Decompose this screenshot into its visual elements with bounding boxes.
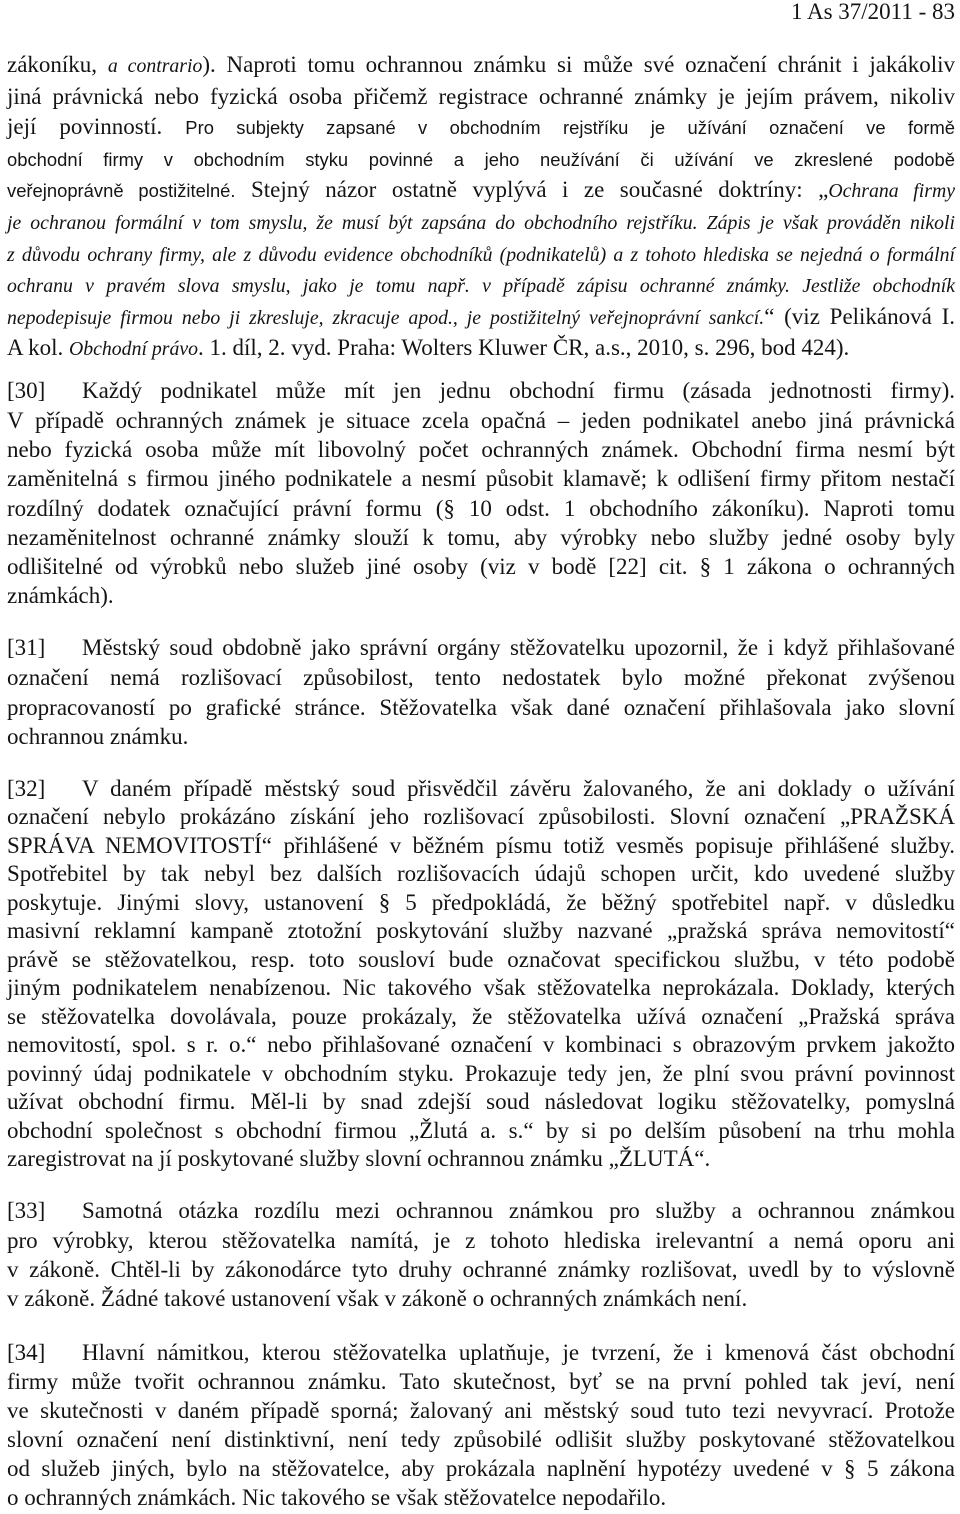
text-line bbox=[7, 494, 955, 523]
text-line bbox=[7, 775, 955, 804]
text-line bbox=[7, 333, 955, 365]
text-line bbox=[7, 889, 955, 918]
text-line bbox=[7, 112, 955, 144]
text-segment: Spotřebitel by tak nebyl bez dalších rozlišovacích údajů schopen určit, kdo uvedené služby bbox=[7, 861, 955, 887]
text-segment: se stěžovatelka dovolávala, pouze prokázaly, že stěžovatelka užívá označení „Pražská správa bbox=[7, 1003, 955, 1029]
text-line bbox=[7, 1396, 955, 1425]
paragraph-continuation bbox=[7, 50, 955, 365]
text-segment: propracovaností po grafické stránce. Stěžovatelka však dané označení přihlašovala jako slovní bbox=[7, 694, 955, 720]
text-segment: V daném případě městský soud přisvědčil závěru žalovaného, že ani doklady o užívání bbox=[82, 775, 955, 801]
text-segment: nezaměnitelnost ochranné známky slouží k tomu, aby výrobky nebo služby jedné osoby byly bbox=[7, 524, 955, 550]
text-line bbox=[7, 581, 955, 610]
text-line bbox=[7, 1425, 955, 1454]
text-line bbox=[7, 946, 955, 975]
italic-text: z důvodu ochrany firmy, ale z důvodu evidence obchodníků (podnikatelů) a z tohoto hlediska se nejedná o formální bbox=[7, 243, 955, 266]
italic-text: Obchodní právo bbox=[68, 338, 198, 361]
text-line bbox=[7, 435, 955, 464]
text-line bbox=[7, 239, 955, 271]
text-segment: známkách). bbox=[7, 583, 114, 609]
text-segment: . 1. díl, 2. vyd. Praha: Wolters Kluwer ČR, a.s., 2010, s. 296, bod 424). bbox=[198, 335, 850, 361]
text-segment: ve skutečnosti v daném případě sporná; žalovaný ani městský soud tuto tezi nevyvrací. Protože bbox=[7, 1397, 955, 1423]
text-line bbox=[7, 1454, 955, 1483]
text-line bbox=[7, 175, 955, 207]
text-line bbox=[7, 1338, 955, 1367]
text-line bbox=[7, 406, 955, 435]
sans-text: Pro subjekty zapsané v obchodním rejstříku je užívání označení ve formě bbox=[185, 117, 955, 139]
paragraph-number: [30] bbox=[7, 378, 46, 404]
text-line bbox=[7, 832, 955, 861]
text-segment: rozdílný dodatek označující právní formu (§ 10 odst. 1 obchodního zákoníku). Naproti tomu bbox=[7, 495, 955, 521]
text-segment: ochrannou známku. bbox=[7, 724, 189, 750]
text-segment: pro výrobky, kterou stěžovatelka namítá, je z tohoto hlediska irelevantní a nemá oporu ani bbox=[7, 1227, 955, 1253]
text-line bbox=[7, 1284, 955, 1313]
text-segment: zaměnitelná s firmou jiného podnikatele a nesmí působit klamavě; k odlišení firmy přitom nestačí bbox=[7, 466, 955, 492]
text-line bbox=[7, 633, 955, 663]
text-line bbox=[7, 974, 955, 1003]
text-segment: zákoníku, bbox=[7, 52, 108, 77]
italic-text: Ochrana firmy bbox=[828, 180, 955, 203]
italic-text: nepodepisuje firmou nebo ji zkresluje, zkracuje apod., je postižitelný veřejnoprávní sankcí. bbox=[7, 306, 765, 329]
text-segment: Každý podnikatel může mít jen jednu obchodní firmu (zásada jednotnosti firmy). bbox=[82, 378, 955, 404]
paragraph-31 bbox=[7, 633, 955, 752]
text-segment: povinný údaj podnikatele v obchodním styku. Prokazuje tedy jen, že plní svou právní povinnost bbox=[7, 1060, 955, 1086]
paragraph-30 bbox=[7, 376, 955, 610]
text-segment: Hlavní námitkou, kterou stěžovatelka uplatňuje, je tvrzení, že i kmenová část obchodní bbox=[82, 1339, 955, 1365]
text-line bbox=[7, 523, 955, 552]
italic-text: je ochranou formální v tom smyslu, že musí být zapsána do obchodního rejstříku. Zápis je však prováděn nikoli bbox=[7, 211, 955, 234]
text-segment: odlišitelné od výrobků nebo služeb jiné osoby (viz v bodě [22] cit. § 1 zákona o ochranných bbox=[7, 554, 955, 580]
text-segment: firmy může tvořit ochrannou známku. Tato skutečnost, byť se na první pohled tak jeví, není bbox=[7, 1368, 955, 1394]
text-segment: Městský soud obdobně jako správní orgány stěžovatelku upozornil, že i když přihlašované bbox=[82, 635, 955, 661]
text-segment: v zákoně. Chtěl-li by zákonodárce tyto druhy ochranné známky rozlišovat, uvedl by to výslovně bbox=[7, 1256, 955, 1282]
text-line bbox=[7, 50, 955, 82]
paragraph-number: [34] bbox=[7, 1339, 46, 1365]
text-line bbox=[7, 693, 955, 723]
text-segment: od služeb jiných, bylo na stěžovatelce, aby prokázala naplnění hypotézy uvedené v § 5 zákona bbox=[7, 1455, 955, 1481]
text-segment: označení nemá rozlišovací způsobilost, tento nedostatek bylo možné překonat zvýšenou bbox=[7, 664, 955, 690]
text-segment: Stejný názor ostatně vyplývá i ze současné doktríny: „ bbox=[235, 177, 829, 203]
text-line bbox=[7, 917, 955, 946]
text-segment: označení nebylo prokázáno získání jeho rozlišovací způsobilosti. Slovní označení „PRAŽSKÁ bbox=[7, 804, 955, 830]
paragraph-number: [33] bbox=[7, 1198, 46, 1224]
paragraph-number: [31] bbox=[7, 635, 46, 661]
text-segment: obchodní společnost s obchodní firmou „Žlutá a. s.“ by si po delším působení na trhu mohla bbox=[7, 1117, 955, 1143]
text-line bbox=[7, 1003, 955, 1032]
text-segment: nebo fyzická osoba může mít libovolný počet ochranných známek. Obchodní firma nesmí být bbox=[7, 436, 955, 462]
text-segment: její povinností. bbox=[7, 114, 186, 140]
text-line bbox=[7, 1196, 955, 1225]
text-line bbox=[7, 860, 955, 889]
text-segment: slovní označení není distinktivní, není tedy způsobilé odlišit služby poskytované stěžovatelkou bbox=[7, 1426, 955, 1452]
sans-text: veřejnoprávně postižitelné. bbox=[7, 180, 236, 202]
text-segment: “ (viz Pelikánová I. bbox=[764, 303, 956, 329]
text-line bbox=[7, 464, 955, 493]
text-segment: masivní reklamní kampaně ztotožní poskytování služby nazvané „pražská správa nemovitostí“ bbox=[7, 918, 955, 944]
text-line bbox=[7, 1226, 955, 1255]
text-line bbox=[7, 1483, 955, 1512]
italic-text: ochranu v pravém slova smyslu, jako je tomu např. v případě zápisu ochranné známky. Jestliže obchodník bbox=[7, 275, 955, 298]
paragraph-34 bbox=[7, 1338, 955, 1512]
text-segment: právě se stěžovatelkou, resp. toto sousloví bude označovat specifickou službu, v této podobě bbox=[7, 946, 955, 972]
text-line bbox=[7, 82, 955, 113]
case-reference: 1 As 37/2011 - 83 bbox=[791, 0, 955, 24]
text-segment: v zákoně. Žádné takové ustanovení však v zákoně o ochranných známkách není. bbox=[7, 1286, 748, 1312]
text-line bbox=[7, 663, 955, 693]
text-line bbox=[7, 376, 955, 405]
text-line bbox=[7, 302, 955, 334]
text-segment: jiným podnikatelem nenabízenou. Nic takového však stěžovatelka neprokázala. Doklady, kterých bbox=[7, 975, 955, 1001]
text-line bbox=[7, 1088, 955, 1117]
text-line bbox=[7, 1145, 955, 1174]
text-line bbox=[7, 803, 955, 832]
text-segment: nemovitostí, spol. s r. o.“ nebo přihlašované označení v kombinaci s obrazovým prvkem jakožto bbox=[7, 1032, 955, 1058]
paragraph-33 bbox=[7, 1196, 955, 1313]
text-line bbox=[7, 722, 955, 752]
text-line bbox=[7, 144, 955, 176]
sans-text: obchodní firmy v obchodním styku povinné a jeho neužívání či užívání ve zkreslené podobě bbox=[7, 148, 955, 170]
text-line bbox=[7, 207, 955, 239]
text-line bbox=[7, 270, 955, 302]
text-segment: užívat obchodní firmu. Měl-li by snad zdejší soud následovat logiku stěžovatelky, pomyslná bbox=[7, 1089, 955, 1115]
text-line bbox=[7, 552, 955, 581]
text-line bbox=[7, 1031, 955, 1060]
text-line bbox=[7, 1060, 955, 1089]
text-segment: SPRÁVA NEMOVITOSTÍ“ přihlášené v běžném písmu totiž vesměs popisuje přihlášené služby. bbox=[7, 832, 955, 858]
text-line bbox=[7, 1117, 955, 1146]
text-line bbox=[7, 1367, 955, 1396]
text-line bbox=[7, 1255, 955, 1284]
paragraph-32 bbox=[7, 775, 955, 1174]
text-segment: o ochranných známkách. Nic takového se však stěžovatelce nepodařilo. bbox=[7, 1484, 667, 1510]
text-segment: zaregistrovat na jí poskytované služby slovní ochrannou známku „ŽLUTÁ“. bbox=[7, 1146, 711, 1172]
text-segment: V případě ochranných známek je situace zcela opačná – jeden podnikatel anebo jiná právnická bbox=[7, 407, 955, 433]
italic-text: a contrario bbox=[107, 55, 203, 77]
paragraph-number: [32] bbox=[7, 775, 46, 801]
text-segment: Samotná otázka rozdílu mezi ochrannou známkou pro služby a ochrannou známkou bbox=[82, 1198, 955, 1224]
text-segment: jiná právnická nebo fyzická osoba přičemž registrace ochranné známky je jejím právem, nikoliv bbox=[7, 83, 955, 109]
text-segment: A kol. bbox=[7, 335, 69, 361]
text-segment: poskytuje. Jinými slovy, ustanovení § 5 předpokládá, že běžný spotřebitel např. v důsledku bbox=[7, 889, 955, 915]
text-segment: ). Naproti tomu ochrannou známku si může své označení chránit i jakákoliv bbox=[202, 52, 955, 77]
